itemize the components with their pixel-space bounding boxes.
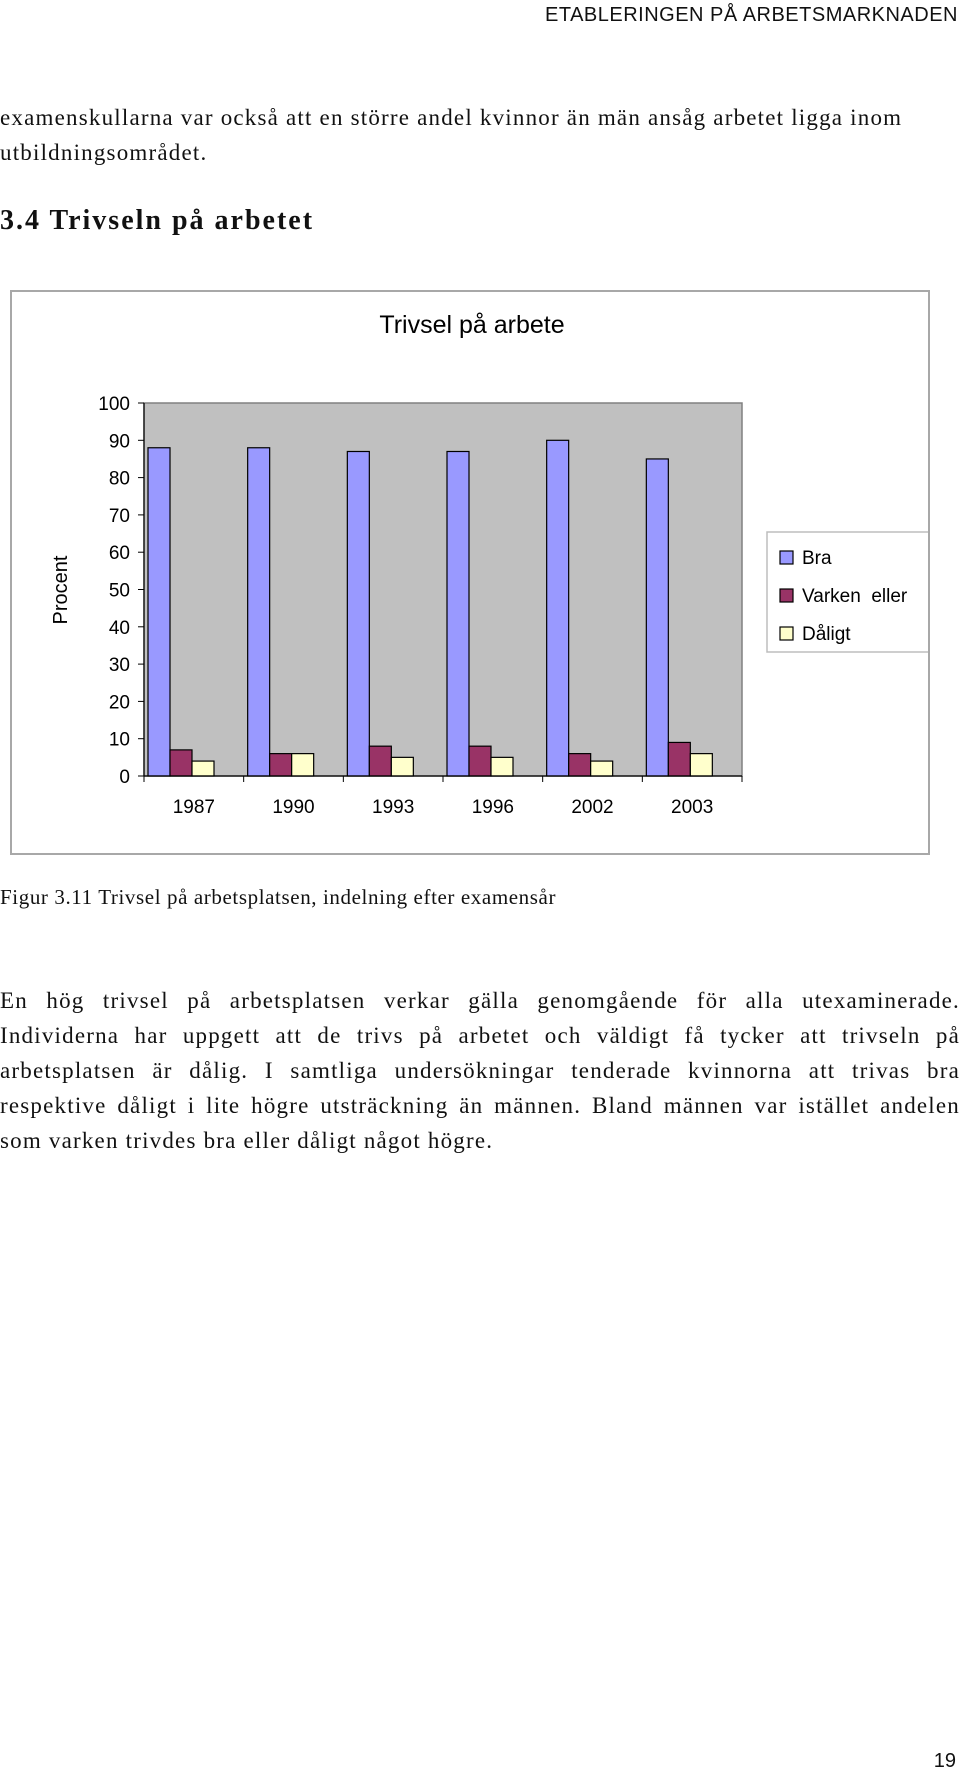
legend-label: Bra: [802, 548, 832, 569]
legend-label: Varken eller: [802, 586, 908, 607]
legend-swatch: [780, 589, 793, 602]
page-number: 19: [933, 1750, 956, 1772]
y-tick-label: 0: [119, 767, 130, 788]
bar-varken-eller-1993: [369, 746, 391, 776]
bar-daligt-2002: [591, 761, 613, 776]
bar-bra-1987: [148, 448, 170, 776]
y-tick-label: 50: [108, 580, 130, 602]
body-paragraph: En hög trivsel på arbetsplatsen verkar gälla genomgående för alla utexaminerade. Individerna har uppgett att de trivs på arbetet och väldigt få tycker att trivseln på arbetsplatsen är dålig. I samtliga undersökningar tenderade kvinnorna att trivas bra respektive dåligt i lite högre utsträckning än männen. Bland männen var istället andelen som varken trivdes bra eller dåligt något högre.: [0, 988, 960, 1153]
bar-bra-2003: [646, 459, 668, 776]
bar-varken-eller-1987: [170, 750, 192, 776]
y-tick-label: 30: [108, 655, 130, 677]
x-tick-label: 1996: [471, 797, 514, 818]
chart-title: Trivsel på arbete: [379, 311, 565, 339]
y-axis-label: Procent: [50, 555, 72, 625]
running-header: ETABLERINGEN PÅ ARBETSMARKNADEN: [545, 4, 958, 26]
bar-bra-1996: [447, 451, 469, 776]
legend-swatch: [780, 551, 793, 564]
section-heading: 3.4 Trivseln på arbetet: [0, 205, 315, 236]
y-tick-label: 70: [108, 505, 130, 527]
y-tick-label: 20: [108, 692, 130, 714]
bar-daligt-2003: [690, 754, 712, 776]
legend: [767, 532, 928, 652]
bar-varken-eller-2002: [569, 754, 591, 776]
bar-varken-eller-1990: [270, 754, 292, 776]
bar-bra-1990: [248, 448, 270, 776]
chart-frame: [10, 290, 930, 855]
x-tick-label: 2003: [671, 797, 714, 818]
y-tick-label: 100: [98, 394, 130, 415]
x-tick-label: 2002: [571, 797, 614, 818]
y-tick-label: 60: [108, 543, 130, 565]
bar-chart: [12, 292, 928, 853]
bar-varken-eller-1996: [469, 746, 491, 776]
bar-bra-1993: [347, 451, 369, 776]
intro-paragraph: examenskullarna var också att en större andel kvinnor än män ansåg arbetet ligga inom utbildningsområdet.: [0, 105, 903, 165]
bar-daligt-1993: [391, 757, 413, 776]
bar-daligt-1990: [292, 754, 314, 776]
y-tick-label: 40: [108, 617, 130, 639]
figure-caption: Figur 3.11 Trivsel på arbetsplatsen, indelning efter examensår: [0, 885, 557, 909]
legend-label: Dåligt: [802, 624, 851, 645]
x-tick-label: 1987: [172, 797, 215, 818]
y-tick-label: 90: [108, 431, 130, 453]
bar-bra-2002: [547, 440, 569, 776]
legend-swatch: [780, 627, 793, 640]
bar-daligt-1987: [192, 761, 214, 776]
bar-varken-eller-2003: [668, 742, 690, 776]
x-tick-label: 1993: [372, 797, 415, 818]
bar-daligt-1996: [491, 757, 513, 776]
y-tick-label: 80: [108, 468, 130, 490]
x-tick-label: 1990: [272, 797, 315, 818]
y-tick-label: 10: [108, 729, 130, 751]
